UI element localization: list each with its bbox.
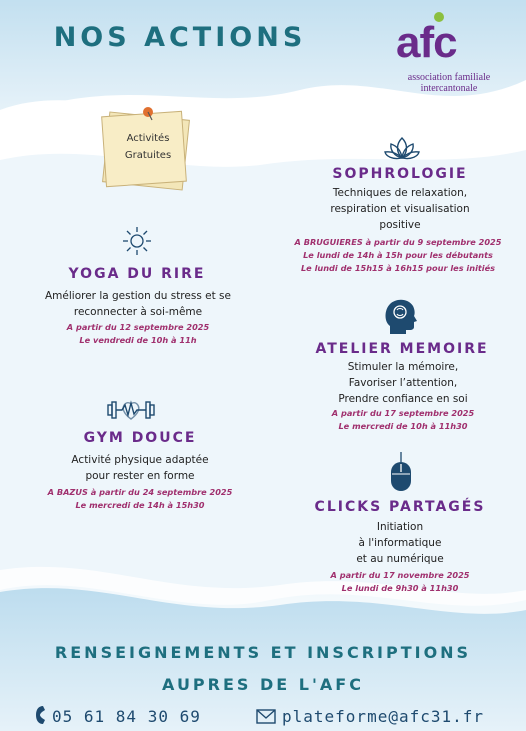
logo-subtitle-line2: intercantonale bbox=[420, 83, 478, 94]
mouse-icon bbox=[390, 452, 412, 492]
dumbbell-heart-icon bbox=[106, 398, 156, 422]
memoire-schedule bbox=[298, 407, 508, 433]
memoire-desc-line: Stimuler la mémoire, bbox=[347, 361, 459, 373]
memoire-description bbox=[298, 359, 508, 407]
sophrologie-desc-line: respiration et visualisation bbox=[330, 203, 470, 215]
gym-sched-line: A BAZUS à partir du 24 septembre 2025 bbox=[47, 487, 233, 497]
sophrologie-title: SOPHROLOGIE bbox=[332, 166, 468, 182]
yoga-desc-line: Améliorer la gestion du stress et se bbox=[45, 290, 231, 302]
gym-schedule bbox=[20, 486, 260, 512]
memoire-desc-line: Favoriser l’attention, bbox=[348, 377, 458, 389]
envelope-icon bbox=[256, 709, 276, 724]
clicks-description bbox=[310, 519, 490, 567]
logo-subtitle-line1: association familiale bbox=[407, 72, 491, 83]
sophrologie-sched-line: Le lundi de 15h15 à 16h15 pour les initiés bbox=[300, 263, 496, 273]
footer-subheading: AUPRES DE L'AFC bbox=[162, 675, 364, 694]
gym-title: GYM DOUCE bbox=[83, 430, 197, 446]
afc-logo bbox=[390, 8, 510, 108]
sun-icon bbox=[122, 226, 152, 256]
yoga-desc-line: reconnecter à soi-même bbox=[73, 306, 203, 318]
email-link[interactable]: plateforme@afc31.fr bbox=[282, 707, 485, 726]
logo-subtitle bbox=[390, 72, 508, 94]
sophrologie-sched-line: Le lundi de 14h à 15h pour les débutants bbox=[303, 250, 493, 260]
note-line2: Gratuites bbox=[124, 150, 172, 161]
sticky-note bbox=[104, 112, 188, 192]
gym-desc-line: pour rester en forme bbox=[85, 470, 195, 482]
clicks-sched-line: Le lundi de 9h30 à 11h30 bbox=[341, 583, 459, 593]
gym-description bbox=[30, 452, 250, 484]
memoire-title: ATELIER MEMOIRE bbox=[315, 341, 489, 357]
memoire-desc-line: Prendre confiance en soi bbox=[338, 393, 468, 405]
memoire-sched-line: A partir du 17 septembre 2025 bbox=[331, 408, 475, 418]
phone-number[interactable]: 05 61 84 30 69 bbox=[52, 707, 201, 726]
phone-icon bbox=[34, 705, 48, 725]
note-line1: Activités bbox=[126, 133, 170, 144]
clicks-title: CLICKS PARTAGÉS bbox=[314, 499, 486, 515]
yoga-schedule bbox=[20, 321, 256, 347]
sophrologie-desc-line: Techniques de relaxation, bbox=[332, 187, 468, 199]
yoga-description bbox=[8, 288, 268, 320]
sophrologie-desc-line: positive bbox=[379, 219, 421, 231]
sophrologie-description bbox=[290, 185, 510, 233]
lotus-icon bbox=[384, 136, 420, 162]
clicks-desc-line: et au numérique bbox=[356, 553, 444, 565]
clicks-sched-line: A partir du 17 novembre 2025 bbox=[330, 570, 470, 580]
sticky-note-text bbox=[112, 130, 184, 164]
clicks-schedule bbox=[300, 569, 500, 595]
sophrologie-sched-line: A BRUGUIERES à partir du 9 septembre 2025 bbox=[294, 237, 502, 247]
sophrologie-schedule bbox=[270, 236, 526, 275]
yoga-sched-line: Le vendredi de 10h à 11h bbox=[79, 335, 197, 345]
logo-mark: afc bbox=[396, 18, 457, 67]
yoga-title: YOGA DU RIRE bbox=[68, 266, 206, 282]
gym-sched-line: Le mercredi de 14h à 15h30 bbox=[75, 500, 205, 510]
yoga-sched-line: A partir du 12 septembre 2025 bbox=[66, 322, 210, 332]
clicks-desc-line: Initiation bbox=[376, 521, 424, 533]
gym-desc-line: Activité physique adaptée bbox=[71, 454, 209, 466]
footer-heading: RENSEIGNEMENTS ET INSCRIPTIONS bbox=[54, 643, 472, 662]
head-brain-icon bbox=[382, 296, 418, 336]
clicks-desc-line: à l'informatique bbox=[358, 537, 442, 549]
page-title: NOS ACTIONS bbox=[53, 22, 307, 53]
memoire-sched-line: Le mercredi de 10h à 11h30 bbox=[338, 421, 468, 431]
